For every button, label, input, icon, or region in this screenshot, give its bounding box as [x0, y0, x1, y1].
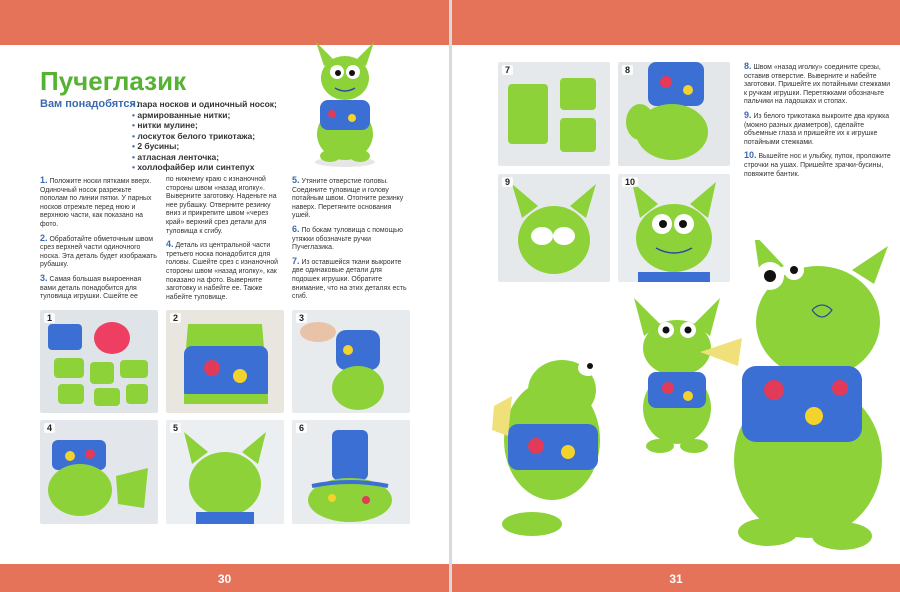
photo-number: 8: [622, 65, 633, 75]
step-text: Швом «назад иголку» соедините срезы, оставив отверстие. Выверните и набейте заготовки. Пришейте их потайными стежками к ручкам игрушки. Перетяжками обозначьте пальчики на ладошках и стопах.: [744, 64, 891, 106]
step-photo-2: [166, 310, 284, 413]
photo-number: 2: [170, 313, 181, 323]
step-paragraph: [744, 62, 892, 107]
finished-toy-image: [300, 38, 390, 168]
bottom-band: [452, 564, 900, 592]
step-number: 4.: [166, 239, 174, 250]
materials-item: • атласная ленточка;: [132, 152, 277, 163]
step-paragraph: [292, 225, 410, 253]
photo-number: 4: [44, 423, 55, 433]
step-number: 9.: [744, 109, 752, 120]
materials-item: • нитки мулине;: [132, 120, 277, 131]
step-text: Обработайте обметочным швом срез верхней части одиночного носка. Эта деталь будет изображать рубашку.: [40, 235, 157, 269]
photo-number: 7: [502, 65, 513, 75]
step-photo-6: [292, 420, 410, 524]
step-text: по нижнему краю с изнаночной стороны швом «назад иголку». Выверните заготовку. Наденьте на нее рубашку. Отверните резинку вниз и прикрепите швом «через край» верхний срез детали для туловища к сгибу.: [166, 176, 277, 235]
steps-text-column: [744, 62, 892, 183]
step-number: 8.: [744, 61, 752, 71]
step-paragraph: [166, 176, 284, 236]
step-number: 10.: [744, 150, 757, 161]
step-number: 3.: [40, 272, 48, 283]
bottom-band: [0, 564, 449, 592]
text-column-3: [292, 176, 410, 306]
step-paragraph: [166, 240, 284, 302]
page-title: Пучеглазик: [40, 66, 187, 96]
page-number: 30: [217, 572, 232, 586]
materials-heading: Вам понадобятся:: [40, 98, 140, 110]
photo-number: 10: [622, 177, 638, 187]
step-paragraph: [292, 176, 410, 221]
step-number: 2.: [40, 232, 48, 243]
left-page: [0, 0, 449, 592]
step-paragraph: [744, 111, 892, 147]
step-text: Положите носки пятками вверх. Одиночный носок разрежьте пополам по линии пятки. У парных носков отрежьте перед нюю и верхнюю части, как показано на фото.: [40, 178, 152, 228]
finished-toys-group-image: [492, 240, 900, 564]
materials-item: • холлофайбер или синтепух: [132, 162, 277, 173]
page-number: 31: [669, 572, 683, 586]
step-photo-8: [618, 62, 730, 166]
photo-number: 5: [170, 423, 181, 433]
step-text: Из белого трикотажа выкроите два кружка (можно разных диаметров), сделайте объемные глаза и пришейте их к игрушке потайными стежками.: [744, 112, 890, 146]
step-number: 7.: [292, 255, 300, 266]
photo-number: 9: [502, 177, 513, 187]
step-number: 1.: [40, 175, 48, 185]
step-number: 6.: [292, 223, 300, 234]
step-text: По бокам туловища с помощью утяжки обозначьте ручки Пучеглазика.: [292, 226, 403, 252]
photo-number: 6: [296, 423, 307, 433]
step-text: Утяните отверстие головы. Соедините туловище и голову потайным швом. Отогните резинку наверх. Перетяните основания ушей.: [292, 178, 404, 220]
materials-list: [132, 99, 277, 173]
step-number: 5.: [292, 175, 300, 185]
materials-item: • пара носков и одиночный носок;: [132, 99, 277, 110]
photo-number: 3: [296, 313, 307, 323]
step-paragraph: [40, 176, 158, 230]
step-text: Самая большая выкроенная вами деталь понадобится для туловища игрушки. Сшейте ее: [40, 275, 142, 301]
step-photo-5: [166, 420, 284, 524]
step-photo-4: [40, 420, 158, 524]
right-page: [452, 0, 900, 592]
step-text: Из оставшейся ткани выкроите две одинаковые детали для подошек игрушки. Обратите внимание, что на этих деталях есть сгиб.: [292, 258, 407, 301]
text-column-1: [40, 176, 158, 306]
step-text: Вышейте нос и улыбку, пупок, проложите строчки на ушах. Пришейте зрачки-бусины, повяжите бантик.: [744, 153, 891, 178]
text-column-2: [166, 176, 284, 306]
step-photo-3: [292, 310, 410, 413]
step-paragraph: [292, 257, 410, 302]
top-band: [452, 0, 900, 45]
materials-item: • лоскуток белого трикотажа;: [132, 131, 277, 142]
step-text: Деталь из центральной части третьего носка понадобится для головы. Сшейте срез с изнаночной стороны швом «назад иголку», как показано на фото. Выверните заготовку и набейте ее. Также набейте туловище.: [166, 242, 279, 301]
step-photo-1: [40, 310, 158, 413]
photo-number: 1: [44, 313, 55, 323]
step-paragraph: [744, 151, 892, 179]
step-photo-7: [498, 62, 610, 166]
step-paragraph: [40, 234, 158, 270]
step-paragraph: [40, 274, 158, 302]
materials-item: • 2 бусины;: [132, 141, 277, 152]
materials-item: • армированные нитки;: [132, 110, 277, 121]
